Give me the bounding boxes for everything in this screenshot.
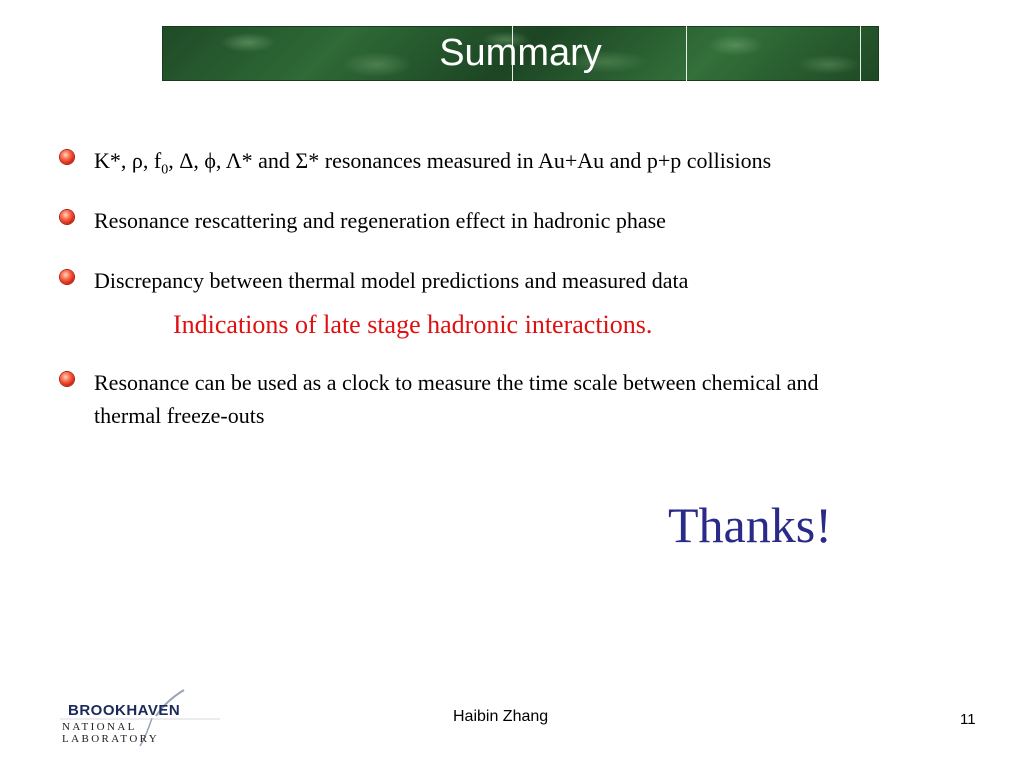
bullet-icon: [60, 372, 74, 386]
bullet-text: Resonance can be used as a clock to measure the time scale between chemical and thermal freeze-outs: [94, 370, 819, 428]
bullet-item: [60, 366, 884, 432]
title-bar: [162, 26, 879, 81]
bullet-item: [60, 264, 964, 297]
page-number: 11: [960, 711, 976, 728]
logo-main-text: BROOKHAVEN: [68, 702, 181, 719]
bullet-item: [60, 144, 964, 186]
closing-text: Thanks!: [668, 497, 832, 553]
footer-author: Haibin Zhang: [453, 708, 549, 725]
bullet-text: Discrepancy between thermal model predictions and measured data: [94, 268, 689, 293]
highlight-text: Indications of late stage hadronic interactions.: [173, 310, 653, 339]
bullet-item: [60, 204, 964, 237]
bullet-icon: [60, 270, 74, 284]
bullet-icon: [60, 210, 74, 224]
bullet-icon: [60, 150, 74, 164]
bullet-text: K*, ρ, $f_0$, Δ, ϕ, Λ* and Σ* resonances measured in Au+Au and p+p collisions: [94, 148, 772, 178]
logo-sub-text: NATIONAL LABORATORY: [62, 721, 160, 745]
bnl-logo: [60, 688, 230, 748]
slide-title: Summary: [439, 32, 602, 74]
bullet-text: Resonance rescattering and regeneration effect in hadronic phase: [94, 208, 666, 233]
